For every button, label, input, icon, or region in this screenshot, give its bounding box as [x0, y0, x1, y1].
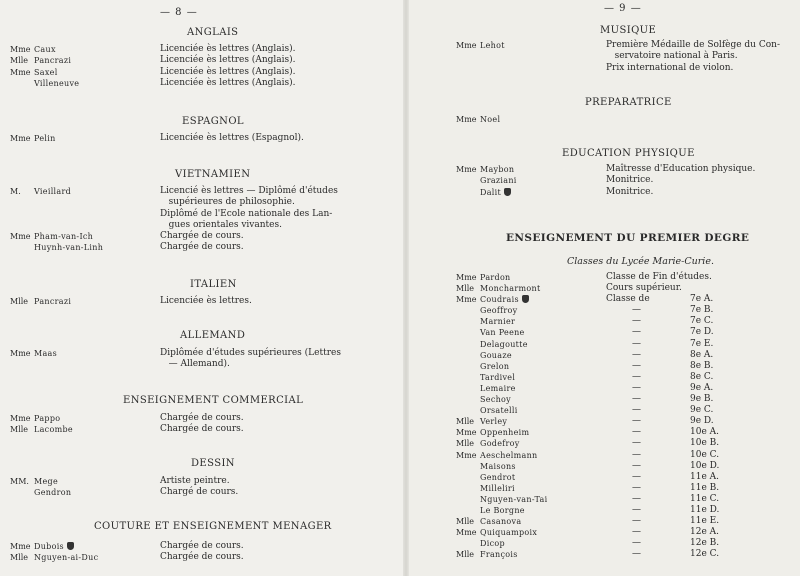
staff-name [480, 516, 521, 527]
ditto-dash: — [632, 405, 641, 416]
staff-description: gues orientales vivantes. [160, 219, 282, 230]
honorific: Mme [10, 232, 31, 242]
honorific: Mme [456, 115, 477, 124]
staff-name-text: Grelon [480, 361, 510, 371]
staff-name [34, 242, 103, 253]
staff-description: Licenciée ès lettres (Anglais). [160, 77, 296, 88]
staff-description: Diplômée d'études supérieures (Lettres [160, 348, 341, 358]
staff-name [480, 461, 516, 472]
class-label: 8e C. [690, 371, 714, 382]
section-heading: DESSIN [191, 458, 235, 469]
staff-name-text: Marnier [480, 317, 516, 327]
staff-name-text: Lemaire [480, 383, 516, 393]
ditto-dash: — [632, 394, 641, 405]
staff-name-text: Pancrazi [34, 297, 72, 306]
staff-name-text: Mege [34, 477, 58, 486]
staff-description: servatoire national à Paris. [606, 51, 738, 62]
ditto-dash: — [632, 427, 641, 438]
staff-name [480, 538, 505, 549]
staff-name-text: Casanova [480, 517, 522, 527]
staff-name [34, 424, 73, 435]
staff-name [480, 494, 548, 505]
class-label: 11e A. [690, 471, 719, 482]
staff-name-text: Geoffroy [480, 306, 518, 316]
ditto-dash: — [632, 504, 641, 515]
staff-name [34, 413, 60, 424]
staff-name-text: Dicop [480, 539, 505, 549]
section-heading: ITALIEN [190, 279, 237, 290]
staff-name-text: Delagoutte [480, 339, 528, 349]
staff-description: Licenciée ès lettres (Anglais). [160, 66, 296, 77]
honorific: Mme [10, 542, 31, 551]
staff-name-text: Dalit [480, 187, 502, 197]
honorific: Mlle [456, 439, 475, 449]
staff-description: Première Médaille de Solfège du Con- [606, 40, 780, 50]
honorific: Mlle [10, 297, 29, 306]
ditto-dash: — [632, 460, 641, 471]
staff-description: Monitrice. [606, 175, 654, 186]
staff-name [480, 187, 511, 198]
shield-icon [67, 542, 74, 550]
honorific: Mme [10, 67, 31, 77]
staff-description: Monitrice. [606, 186, 654, 197]
staff-name [480, 283, 540, 294]
staff-description: Licencié ès lettres — Diplômé d'études [160, 186, 338, 196]
staff-description: Chargée de cours. [160, 242, 244, 253]
staff-name-text: Maisons [480, 461, 516, 471]
staff-name [34, 541, 74, 552]
page-fold [403, 0, 409, 576]
section-heading: VIETNAMIEN [175, 169, 251, 180]
staff-name-text: Verley [480, 417, 508, 427]
ditto-dash: — [632, 338, 641, 349]
ditto-dash: — [632, 438, 641, 449]
staff-name-text: Orsatelli [480, 406, 518, 416]
staff-name [34, 348, 57, 359]
staff-name [480, 450, 538, 461]
class-label: 10e B. [690, 438, 720, 449]
staff-name-text: Dubois [34, 542, 64, 551]
staff-name [480, 472, 515, 483]
ditto-dash: — [632, 527, 641, 538]
staff-description: Chargée de cours. [160, 231, 244, 242]
section-heading: ENSEIGNEMENT DU PREMIER DEGRE [506, 232, 750, 244]
section-heading: COUTURE ET ENSEIGNEMENT MENAGER [94, 521, 332, 532]
class-label: 12e A. [690, 527, 719, 538]
staff-name-text: Pardon [480, 273, 511, 282]
class-label: 10e A. [690, 427, 719, 438]
class-label: 7e C. [690, 316, 714, 327]
staff-name [480, 383, 516, 394]
honorific: Mme [10, 414, 31, 423]
staff-name-text: Gouaze [480, 350, 512, 360]
staff-name [34, 296, 71, 307]
honorific: Mlle [456, 517, 475, 527]
staff-name-text: Pelin [34, 134, 56, 143]
ditto-dash: — [632, 482, 641, 493]
staff-name [480, 438, 520, 449]
class-label: 9e A. [690, 382, 714, 393]
honorific: Mme [456, 165, 477, 174]
staff-name-text: Caux [34, 45, 56, 54]
class-label: 8e B. [690, 360, 714, 371]
class-label: 10e C. [690, 449, 720, 460]
class-label: 11e C. [690, 493, 720, 504]
staff-name-text: Sechoy [480, 395, 511, 405]
honorific: Mme [10, 134, 31, 143]
staff-name [480, 272, 511, 283]
class-label: 9e D. [690, 416, 714, 427]
section-heading: PREPARATRICE [585, 97, 672, 108]
staff-description: Classe de [606, 294, 650, 305]
staff-name-text: Graziani [480, 176, 517, 186]
honorific: Mlle [456, 550, 475, 560]
honorific: Mme [456, 273, 477, 282]
staff-name-text: Lehot [480, 41, 505, 50]
staff-name-text: Le Borgne [480, 505, 525, 515]
staff-name [34, 133, 56, 144]
staff-name-text: Oppenheim [480, 428, 530, 438]
staff-name [480, 40, 505, 51]
staff-name [480, 527, 537, 538]
staff-name [480, 316, 515, 327]
honorific: Mme [456, 41, 477, 50]
class-label: 11e E. [690, 516, 720, 527]
staff-name-text: Maas [34, 349, 58, 358]
class-label: 7e B. [690, 305, 714, 316]
honorific: Mme [456, 450, 477, 460]
shield-icon [504, 188, 511, 196]
staff-name-text: Gendrot [480, 472, 516, 482]
staff-description: Licenciée ès lettres (Anglais). [160, 44, 296, 54]
staff-name-text: Noel [480, 115, 501, 124]
class-label: 12e C. [690, 549, 720, 560]
staff-description: Cours supérieur. [606, 283, 682, 294]
staff-name [34, 78, 79, 89]
staff-name [480, 339, 528, 350]
staff-description: Chargée de cours. [160, 541, 244, 551]
honorific: MM. [10, 477, 29, 486]
staff-description: Licenciée ès lettres. [160, 296, 252, 306]
staff-name-text: François [480, 550, 518, 560]
staff-name-text: Lacombe [34, 425, 73, 435]
section-heading: MUSIQUE [600, 25, 657, 36]
staff-name [480, 361, 509, 372]
right-page [406, 0, 800, 576]
staff-name [480, 305, 517, 316]
staff-description: Chargée de cours. [160, 424, 244, 435]
staff-name [480, 114, 500, 125]
staff-name [480, 327, 525, 338]
staff-name-text: Coudrais [480, 295, 519, 305]
ditto-dash: — [632, 305, 641, 316]
staff-name [480, 164, 514, 175]
staff-description: Chargée de cours. [160, 552, 244, 563]
ditto-dash: — [632, 382, 641, 393]
section-heading: ALLEMAND [180, 330, 246, 341]
staff-name-text: Pappo [34, 414, 61, 423]
staff-description: supérieures de philosophie. [160, 197, 295, 208]
section-heading: ENSEIGNEMENT COMMERCIAL [123, 395, 304, 406]
ditto-dash: — [632, 549, 641, 560]
ditto-dash: — [632, 316, 641, 327]
staff-name [34, 67, 58, 78]
page-number: — 9 — [604, 3, 642, 14]
staff-name [480, 416, 507, 427]
staff-description: Maîtresse d'Education physique. [606, 164, 756, 174]
honorific: Mme [456, 428, 477, 438]
staff-name [34, 55, 71, 66]
ditto-dash: — [632, 327, 641, 338]
section-subtitle: Classes du Lycée Marie-Curie. [567, 256, 714, 267]
class-label: 12e B. [690, 538, 720, 549]
staff-name-text: Maybon [480, 165, 515, 174]
class-label: 9e C. [690, 405, 714, 416]
ditto-dash: — [632, 349, 641, 360]
staff-description: Chargé de cours. [160, 487, 239, 498]
page-number: — 8 — [160, 7, 198, 18]
ditto-dash: — [632, 471, 641, 482]
staff-name-text: Pham-van-Ich [34, 232, 94, 242]
staff-name-text: Aeschelmann [480, 450, 538, 460]
staff-name-text: Gendron [34, 488, 72, 498]
staff-name [480, 427, 529, 438]
honorific: Mme [10, 45, 31, 54]
staff-name [34, 44, 56, 55]
staff-description: Diplômé de l'Ecole nationale des Lan- [160, 208, 333, 219]
staff-name [480, 394, 511, 405]
section-heading: EDUCATION PHYSIQUE [562, 148, 695, 159]
staff-name [480, 549, 518, 560]
staff-name [34, 186, 71, 197]
honorific: Mlle [10, 553, 29, 563]
staff-name [34, 487, 71, 498]
honorific: M. [10, 187, 21, 196]
ditto-dash: — [632, 371, 641, 382]
staff-name [480, 372, 515, 383]
staff-name-text: Quiquampoix [480, 528, 538, 538]
class-label: 8e A. [690, 349, 714, 360]
staff-name [34, 231, 93, 242]
staff-name-text: Moncharmont [480, 284, 541, 294]
honorific: Mme [456, 295, 477, 305]
staff-name [34, 476, 58, 487]
staff-name [480, 405, 518, 416]
staff-name-text: Tardivel [480, 372, 516, 382]
staff-description: Licenciée ès lettres (Anglais). [160, 55, 296, 66]
staff-name-text: Nguyen-van-Tai [480, 494, 548, 504]
staff-name [480, 175, 517, 186]
staff-name [34, 552, 98, 563]
shield-icon [522, 295, 529, 303]
staff-name-text: Saxel [34, 67, 58, 77]
staff-name-text: Nguyen-ai-Duc [34, 553, 99, 563]
ditto-dash: — [632, 516, 641, 527]
section-heading: ANGLAIS [187, 27, 239, 38]
staff-name [480, 294, 529, 305]
staff-name-text: Huynh-van-Linh [34, 243, 104, 253]
staff-name [480, 350, 512, 361]
ditto-dash: — [632, 360, 641, 371]
class-label: 11e B. [690, 482, 720, 493]
staff-description: Prix international de violon. [606, 62, 734, 73]
staff-description: Licenciée ès lettres (Espagnol). [160, 133, 304, 143]
ditto-dash: — [632, 416, 641, 427]
staff-name-text: Villeneuve [34, 78, 80, 88]
honorific: Mme [456, 528, 477, 538]
staff-description: Chargée de cours. [160, 413, 244, 423]
section-heading: ESPAGNOL [182, 116, 244, 127]
staff-description: Classe de Fin d'études. [606, 272, 712, 282]
class-label: 7e A. [690, 294, 714, 305]
ditto-dash: — [632, 449, 641, 460]
staff-name-text: Milleliri [480, 483, 515, 493]
class-label: 7e D. [690, 327, 714, 338]
ditto-dash: — [632, 493, 641, 504]
staff-name [480, 505, 525, 516]
staff-name-text: Vieillard [34, 187, 72, 196]
honorific: Mlle [10, 56, 29, 66]
staff-name-text: Pancrazi [34, 56, 72, 66]
honorific: Mme [10, 349, 31, 358]
staff-name-text: Van Peene [480, 328, 525, 338]
staff-description: Artiste peintre. [160, 476, 230, 486]
staff-name [480, 483, 515, 494]
honorific: Mlle [10, 425, 29, 435]
staff-name-text: Godefroy [480, 439, 520, 449]
ditto-dash: — [632, 538, 641, 549]
class-label: 9e B. [690, 394, 714, 405]
class-label: 10e D. [690, 460, 720, 471]
class-label: 7e E. [690, 338, 714, 349]
honorific: Mlle [456, 284, 475, 294]
class-label: 11e D. [690, 504, 720, 515]
staff-description: — Allemand). [160, 359, 230, 370]
honorific: Mlle [456, 417, 475, 427]
